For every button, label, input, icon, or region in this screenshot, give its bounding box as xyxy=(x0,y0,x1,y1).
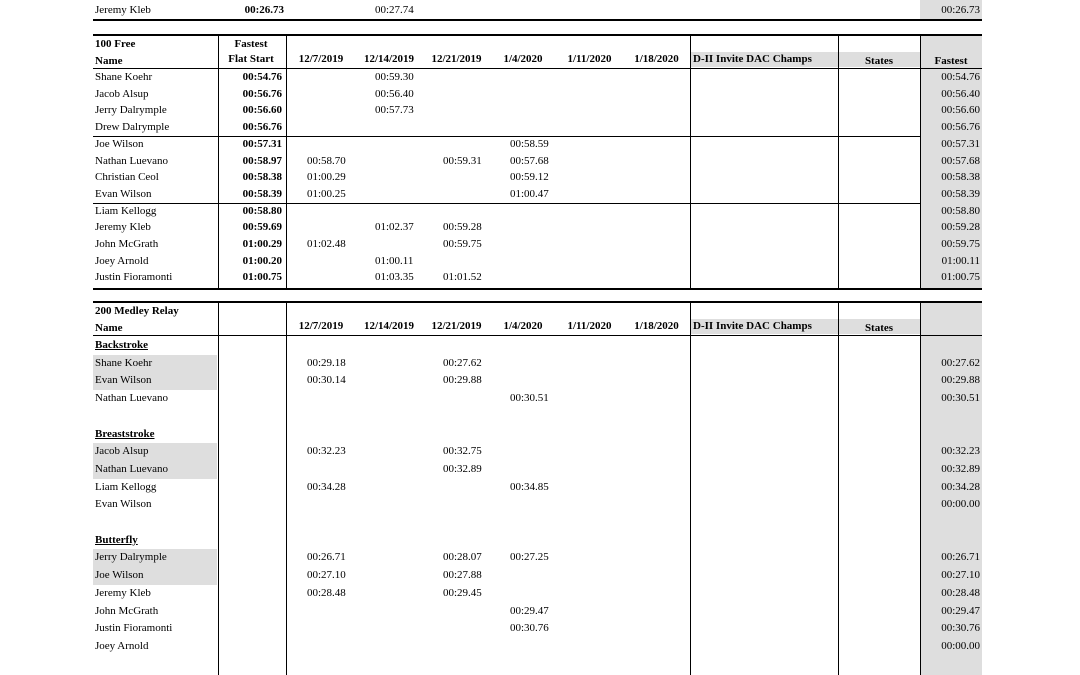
free-row-time: 00:59.75 xyxy=(443,238,482,250)
free-name-header: Name xyxy=(95,55,123,67)
free-date-header-1: 12/14/2019 xyxy=(363,53,415,65)
medley-row-name: Jeremy Kleb xyxy=(95,586,151,599)
free-row-fastest: 00:56.60 xyxy=(941,104,980,117)
free-date-header-3: 1/4/2020 xyxy=(503,53,543,65)
medley-row-time: 00:32.89 xyxy=(443,462,482,475)
free-date-header-0: 12/7/2019 xyxy=(298,53,344,65)
free-row-fastest: 00:56.76 xyxy=(941,121,980,134)
free-row-name: Justin Fioramonti xyxy=(95,271,173,284)
free-row-time: 00:56.40 xyxy=(375,87,414,100)
free-date-header-5: 1/18/2020 xyxy=(634,53,679,65)
free-vline-1 xyxy=(286,36,287,288)
medley-row-time: 00:34.85 xyxy=(510,480,549,493)
free-vline-2 xyxy=(690,36,691,288)
medley-row-name: Jacob Alsup xyxy=(95,445,149,458)
medley-row-time: 00:27.62 xyxy=(443,356,482,369)
free-row-name: Evan Wilson xyxy=(95,187,152,200)
medley-row-name: Evan Wilson xyxy=(95,374,152,387)
free-row-flat: 00:56.60 xyxy=(242,104,282,117)
medley-row-fastest: 00:00.00 xyxy=(941,639,980,652)
medley-row-time: 00:32.23 xyxy=(307,445,346,458)
free-row-fastest: 00:54.76 xyxy=(941,71,980,83)
free-row-flat: 00:58.38 xyxy=(242,171,282,184)
free-vline-4 xyxy=(920,36,921,288)
medley-stroke-label: Backstroke xyxy=(95,339,148,351)
free-row-fastest: 01:00.11 xyxy=(941,254,980,267)
free-dii-header: D-II Invite DAC Champs xyxy=(693,53,812,65)
free-row-name: Jacob Alsup xyxy=(95,87,149,100)
free-date-header-4: 1/11/2020 xyxy=(567,53,612,65)
free-row-time: 01:01.52 xyxy=(443,271,482,284)
medley-stroke-label: Breaststroke xyxy=(95,427,155,440)
medley-row-time: 00:32.75 xyxy=(443,445,482,458)
free-row-time: 01:02.37 xyxy=(375,221,414,234)
free-row-name: Shane Koehr xyxy=(95,71,153,83)
medley-row-fastest: 00:32.23 xyxy=(941,445,980,458)
free-row-time: 01:03.35 xyxy=(375,271,414,284)
medley-row-fastest: 00:00.00 xyxy=(941,498,980,511)
medley-row-name: Justin Fioramonti xyxy=(95,622,173,635)
free-row-flat: 00:54.76 xyxy=(242,71,282,83)
medley-row-name: Joe Wilson xyxy=(95,569,144,582)
free-row-flat: 00:56.76 xyxy=(242,121,282,134)
free-row-name: Drew Dalrymple xyxy=(95,121,170,134)
medley-row-time: 00:27.25 xyxy=(510,551,549,564)
medley-row-name: Liam Kellogg xyxy=(95,480,157,493)
free-row-fastest: 00:57.31 xyxy=(941,137,980,150)
medley-row-time: 00:29.45 xyxy=(443,586,482,599)
free-fastest-header: Fastest xyxy=(934,55,968,67)
medley-vline-0 xyxy=(218,303,219,675)
free-row-flat: 01:00.29 xyxy=(242,238,282,250)
top-row-flat: 00:26.73 xyxy=(244,4,284,16)
medley-row-name: Nathan Luevano xyxy=(95,392,168,405)
medley-row-name: Shane Koehr xyxy=(95,356,153,369)
free-row-flat: 00:58.39 xyxy=(242,187,282,200)
free-row-flat: 01:00.75 xyxy=(242,271,282,284)
medley-row-time: 00:30.76 xyxy=(510,622,549,635)
medley-date-header-3: 1/4/2020 xyxy=(503,320,543,332)
medley-row-time: 00:27.10 xyxy=(307,569,346,582)
top-row-12-14: 00:27.74 xyxy=(375,4,414,16)
medley-row-fastest: 00:29.88 xyxy=(941,374,980,387)
free-row-time: 00:57.68 xyxy=(510,154,549,167)
free-row-fastest: 00:59.28 xyxy=(941,221,980,234)
medley-name-header: Name xyxy=(95,322,123,334)
medley-date-header-4: 1/11/2020 xyxy=(567,320,612,332)
medley-date-header-1: 12/14/2019 xyxy=(363,320,415,332)
medley-date-header-5: 1/18/2020 xyxy=(634,320,679,332)
medley-row-fastest: 00:28.48 xyxy=(941,586,980,599)
free-vline-0 xyxy=(218,36,219,288)
medley-vline-1 xyxy=(286,303,287,675)
medley-date-header-2: 12/21/2019 xyxy=(431,320,482,332)
free-row-name: John McGrath xyxy=(95,238,159,250)
free-title: 100 Free xyxy=(95,38,136,50)
medley-row-time: 00:30.51 xyxy=(510,392,549,405)
free-row-name: Nathan Luevano xyxy=(95,154,168,167)
free-row-fastest: 00:58.80 xyxy=(941,204,980,217)
free-row-time: 01:00.11 xyxy=(375,254,414,267)
medley-row-time: 00:29.47 xyxy=(510,604,549,617)
medley-row-time: 00:34.28 xyxy=(307,480,346,493)
medley-row-time: 00:29.88 xyxy=(443,374,482,387)
free-row-flat: 01:00.20 xyxy=(242,254,282,267)
free-row-fastest: 01:00.75 xyxy=(941,271,980,284)
divider-top xyxy=(93,19,982,21)
free-row-time: 01:00.29 xyxy=(307,171,346,184)
medley-vline-2 xyxy=(690,303,691,675)
free-row-fastest: 00:56.40 xyxy=(941,87,980,100)
free-row-name: Joe Wilson xyxy=(95,137,144,150)
medley-row-fastest: 00:34.28 xyxy=(941,480,980,493)
medley-row-time: 00:26.71 xyxy=(307,551,346,564)
free-row-fastest: 00:58.39 xyxy=(941,187,980,200)
medley-row-fastest: 00:32.89 xyxy=(941,462,980,475)
free-row-time: 00:58.59 xyxy=(510,137,549,150)
free-top-border xyxy=(93,34,982,36)
medley-row-time: 00:28.07 xyxy=(443,551,482,564)
medley-date-header-0: 12/7/2019 xyxy=(298,320,344,332)
free-row-name: Jerry Dalrymple xyxy=(95,104,167,117)
free-row-time: 00:59.12 xyxy=(510,171,549,184)
free-row-name: Jeremy Kleb xyxy=(95,221,151,234)
medley-row-fastest: 00:30.51 xyxy=(941,392,980,405)
medley-row-time: 00:28.48 xyxy=(307,586,346,599)
free-row-fastest: 00:58.38 xyxy=(941,171,980,184)
medley-row-name: Evan Wilson xyxy=(95,498,152,511)
top-row-fastest: 00:26.73 xyxy=(941,4,980,16)
free-row-time: 00:59.30 xyxy=(375,71,414,83)
medley-row-name: Nathan Luevano xyxy=(95,462,168,475)
medley-dii-header: D-II Invite DAC Champs xyxy=(693,320,812,332)
free-date-header-2: 12/21/2019 xyxy=(431,53,482,65)
free-states-header: States xyxy=(864,55,894,67)
medley-vline-3 xyxy=(838,303,839,675)
free-row-time: 00:59.28 xyxy=(443,221,482,234)
free-row-name: Joey Arnold xyxy=(95,254,149,267)
free-vline-3 xyxy=(838,36,839,288)
medley-row-fastest: 00:26.71 xyxy=(941,551,980,564)
free-row-time: 01:00.25 xyxy=(307,187,346,200)
medley-title: 200 Medley Relay xyxy=(95,305,179,317)
free-row-name: Christian Ceol xyxy=(95,171,159,184)
free-flat-header-2: Flat Start xyxy=(228,53,274,65)
medley-row-fastest: 00:29.47 xyxy=(941,604,980,617)
medley-stroke-label: Butterfly xyxy=(95,533,138,546)
free-row-time: 01:00.47 xyxy=(510,187,549,200)
medley-row-name: Joey Arnold xyxy=(95,639,149,652)
medley-row-name: John McGrath xyxy=(95,604,159,617)
free-row-fastest: 00:57.68 xyxy=(941,154,980,167)
free-row-flat: 00:58.97 xyxy=(242,154,282,167)
free-row-time: 00:58.70 xyxy=(307,154,346,167)
medley-states-header: States xyxy=(864,322,894,334)
free-row-flat: 00:57.31 xyxy=(242,137,282,150)
free-row-name: Liam Kellogg xyxy=(95,204,157,217)
free-header-border xyxy=(93,68,982,69)
medley-top-border xyxy=(93,301,982,303)
medley-row-fastest: 00:30.76 xyxy=(941,622,980,635)
medley-row-time: 00:29.18 xyxy=(307,356,346,369)
free-row-flat: 00:58.80 xyxy=(242,204,282,217)
free-row-flat: 00:59.69 xyxy=(242,221,282,234)
medley-row-time: 00:27.88 xyxy=(443,569,482,582)
free-row-time: 00:59.31 xyxy=(443,154,482,167)
medley-vline-4 xyxy=(920,303,921,675)
medley-row-fastest: 00:27.62 xyxy=(941,356,980,369)
free-flat-header-1: Fastest xyxy=(234,38,268,50)
free-bottom-border xyxy=(93,288,982,290)
free-row-time: 01:02.48 xyxy=(307,238,346,250)
free-row-flat: 00:56.76 xyxy=(242,87,282,100)
medley-header-border xyxy=(93,335,982,336)
top-row-name: Jeremy Kleb xyxy=(95,4,151,16)
free-row-time: 00:57.73 xyxy=(375,104,414,117)
medley-row-name: Jerry Dalrymple xyxy=(95,551,167,564)
medley-row-time: 00:30.14 xyxy=(307,374,346,387)
free-row-fastest: 00:59.75 xyxy=(941,238,980,250)
medley-row-fastest: 00:27.10 xyxy=(941,569,980,582)
